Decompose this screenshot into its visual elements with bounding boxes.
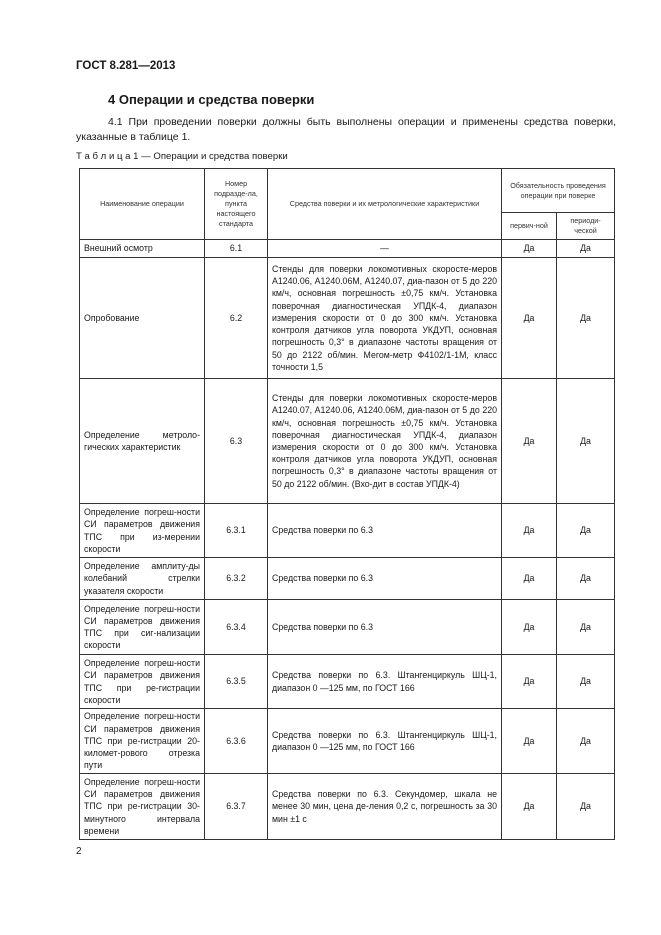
table-row <box>80 558 615 600</box>
operation-name: Определение метроло-гических характеристик <box>80 379 205 504</box>
primary-value: Да <box>502 240 557 258</box>
operation-name: Определение погреш-ности СИ параметров движения ТПС при ре-гистрации скорости <box>80 655 205 709</box>
page-number: 2 <box>76 846 82 857</box>
table-row <box>80 655 615 709</box>
verification-means: Средства поверки по 6.3 <box>268 600 502 655</box>
operation-name: Определение погреш-ности СИ параметров движения ТПС при ре-гистрации 20-километ-рового отрезка пути <box>80 709 205 774</box>
periodic-value: Да <box>557 558 615 600</box>
section-number: 6.3.7 <box>205 774 268 840</box>
header-periodic: периоди-ческой <box>557 213 615 240</box>
table-row <box>80 258 615 379</box>
primary-value: Да <box>502 379 557 504</box>
section-number: 6.3 <box>205 379 268 504</box>
operation-name: Определение погреш-ности СИ параметров движения ТПС при сиг-нализации скорости <box>80 600 205 655</box>
primary-value: Да <box>502 709 557 774</box>
table-row <box>80 709 615 774</box>
primary-value: Да <box>502 558 557 600</box>
section-number: 6.3.6 <box>205 709 268 774</box>
verification-means: Стенды для поверки локомотивных скоросте-меров А1240.06, А1240.06М, А1240.07, диа-пазон от 5 до 220 км/ч, основная погрешность ±0,75 км/ч. Установка поверочная диагностическая УПДК-4, диапазон измерения скорости от 0 до 300 км/ч. Установка контроля датчиков угла поворота УКДУП, основная погрешность 0,3° в диапазоне частоты вращения от 50 до 2122 об/мин. Мегом-метр Ф4102/1-1М, класс точности 1,5 <box>268 258 502 379</box>
operation-name: Определение погреш-ности СИ параметров движения ТПС при из-мерении скорости <box>80 504 205 558</box>
operation-name: Внешний осмотр <box>80 240 205 258</box>
periodic-value: Да <box>557 655 615 709</box>
header-verification-means: Средства поверки и их метрологические характеристики <box>268 169 502 240</box>
table-row <box>80 774 615 840</box>
table-row <box>80 504 615 558</box>
header-primary: первич-ной <box>502 213 557 240</box>
header-section-number: Номер подразде-ла, пункта настоящего стандарта <box>205 169 268 240</box>
operation-name: Определение амплиту-ды колебаний стрелки указателя скорости <box>80 558 205 600</box>
verification-means: Средства поверки по 6.3. Штангенциркуль ШЦ-1, диапазон 0 —125 мм, по ГОСТ 166 <box>268 655 502 709</box>
verification-means: Средства поверки по 6.3. Штангенциркуль ШЦ-1, диапазон 0 —125 мм, по ГОСТ 166 <box>268 709 502 774</box>
verification-means: Средства поверки по 6.3 <box>268 558 502 600</box>
verification-means: Стенды для поверки локомотивных скоросте-меров А1240.07, А1240.06, А1240.06М, диа-пазон от 5 до 220 км/ч, основная погрешность ±0,75 км/ч. Установка поверочная диагностическая УПДК-4, диапазон измерения скорости от 0 до 300 км/ч. Установка контроля датчиков угла поворота УКДУП, основная погрешность 0,3° в диапазоне частоты вращения от 50 до 2122 об/мин. (Вхо-дит в состав УПДК-4) <box>268 379 502 504</box>
primary-value: Да <box>502 258 557 379</box>
section-number: 6.2 <box>205 258 268 379</box>
periodic-value: Да <box>557 774 615 840</box>
section-title: 4 Операции и средства поверки <box>108 92 315 107</box>
periodic-value: Да <box>557 504 615 558</box>
section-number: 6.3.1 <box>205 504 268 558</box>
table-caption: Т а б л и ц а 1 — Операции и средства поверки <box>76 151 288 162</box>
primary-value: Да <box>502 600 557 655</box>
section-number: 6.3.5 <box>205 655 268 709</box>
primary-value: Да <box>502 774 557 840</box>
table-row <box>80 379 615 504</box>
section-number: 6.1 <box>205 240 268 258</box>
periodic-value: Да <box>557 258 615 379</box>
header-mandatory: Обязательность проведения операции при поверке <box>502 169 615 213</box>
table-row <box>80 240 615 258</box>
periodic-value: Да <box>557 379 615 504</box>
table-row <box>80 600 615 655</box>
periodic-value: Да <box>557 600 615 655</box>
verification-means: — <box>268 240 502 258</box>
section-number: 6.3.4 <box>205 600 268 655</box>
section-number: 6.3.2 <box>205 558 268 600</box>
periodic-value: Да <box>557 240 615 258</box>
primary-value: Да <box>502 655 557 709</box>
operation-name: Определение погреш-ности СИ параметров движения ТПС при ре-гистрации 30-минутного интервала времени <box>80 774 205 840</box>
verification-means: Средства поверки по 6.3 <box>268 504 502 558</box>
operations-table <box>79 168 615 840</box>
primary-value: Да <box>502 504 557 558</box>
operation-name: Опробование <box>80 258 205 379</box>
verification-means: Средства поверки по 6.3. Секундомер, шкала не менее 30 мин, цена де-ления 0,2 с, погрешность за 30 мин ±1 с <box>268 774 502 840</box>
header-operation-name: Наименование операции <box>80 169 205 240</box>
intro-paragraph: 4.1 При проведении поверки должны быть выполнены операции и применены средства поверки, указанные в таблице 1. <box>76 116 616 143</box>
document-code: ГОСТ 8.281—2013 <box>76 60 176 72</box>
periodic-value: Да <box>557 709 615 774</box>
